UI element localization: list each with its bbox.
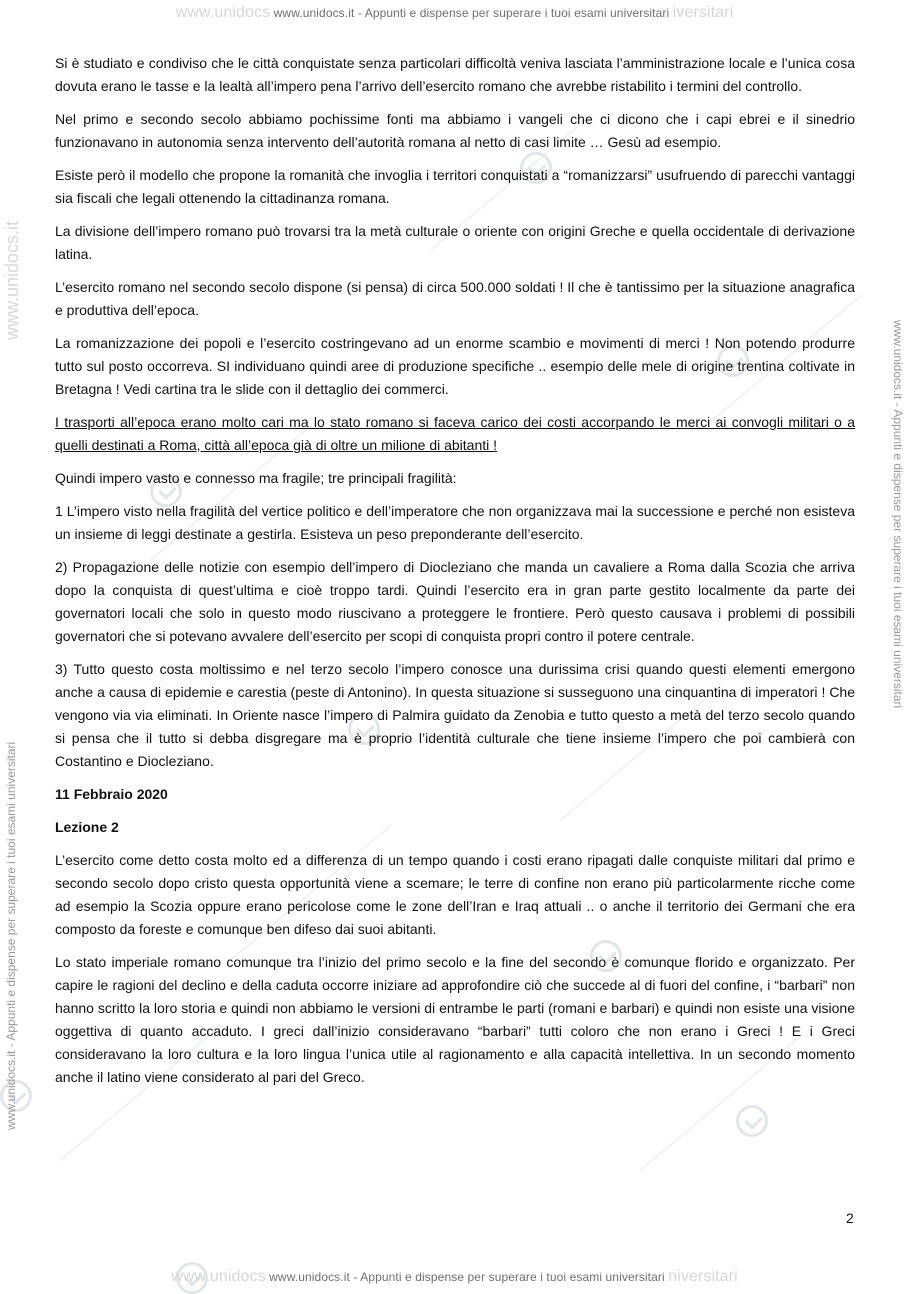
paragraph: Nel primo e secondo secolo abbiamo pochissime fonti ma abbiamo i vangeli che ci dicono che i capi ebrei e il sinedrio funzionavano in autonomia senza intervento dell’autorità romana al netto di casi limite … Gesù ad esempio. xyxy=(55,111,855,150)
footer-watermark xyxy=(0,1268,909,1286)
watermark-logo-icon xyxy=(736,1105,768,1137)
page-number: 2 xyxy=(846,1210,854,1226)
paragraph: 1 L’impero visto nella fragilità del vertice politico e dell’imperatore che non organizzava mai la successione e perché non esisteva un insieme di leggi destinate a gestirla. Esisteva un peso preponderante dell’esercito. xyxy=(55,503,855,542)
header-watermark xyxy=(0,4,909,22)
header-watermark-text: www.unidocs.it - Appunti e dispense per superare i tuoi esami universitari xyxy=(273,6,670,20)
paragraph: Si è studiato e condiviso che le città conquistate senza particolari difficoltà veniva lasciata l’amministrazione locale e l’unica cosa dovuta erano le tasse e la lealtà all’impero pena l’arrivo dell’esercito romano che avrebbe ristabilito i termini del controllo. xyxy=(55,55,855,94)
document-body xyxy=(55,52,855,1099)
paragraph: Lo stato imperiale romano comunque tra l’inizio del primo secolo e la fine del secondo è comunque florido e organizzato. Per capire le ragioni del declino e della caduta occorre iniziare ad approfondire ciò che succede al di fuori del confine, i “barbari” non hanno scritto la loro storia e quindi non abbiamo le versioni di entrambe le parti (romani e barbari) e quindi non esiste una visione oggettiva di quanto accaduto. I greci dall’inizio consideravano “barbari” tutti coloro che non erano i Greci ! E i Greci consideravano la loro cultura e la loro lingua l’unica utile al ragionamento e alla capacità intellettiva. In un secondo momento anche il latino viene considerato al pari del Greco. xyxy=(55,954,855,1085)
lesson-heading: Lezione 2 xyxy=(55,819,119,835)
paragraph: Quindi impero vasto e connesso ma fragile; tre principali fragilità: xyxy=(55,470,457,486)
side-ghost-left: www.unidocs.it xyxy=(2,220,22,340)
side-watermark-left: www.unidocs.it - Appunti e dispense per superare i tuoi esami universitari xyxy=(4,741,18,1130)
underlined-paragraph: I trasporti all’epoca erano molto cari ma lo stato romano si faceva carico dei costi accorpando le merci ai convogli militari o a quelli destinati a Roma, città all’epoca già di oltre un milione di abitanti ! xyxy=(55,414,855,453)
paragraph: L’esercito romano nel secondo secolo dispone (si pensa) di circa 500.000 soldati ! Il che è tantissimo per la situazione anagrafica e produttiva dell’epoca. xyxy=(55,279,855,318)
paragraph: La divisione dell’impero romano può trovarsi tra la metà culturale o oriente con origini Greche e quella occidentale di derivazione latina. xyxy=(55,223,855,262)
footer-ghost-right: niversitari xyxy=(668,1268,738,1285)
header-ghost-right: iversitari xyxy=(672,4,734,21)
paragraph: 2) Propagazione delle notizie con esempio dell’impero di Diocleziano che manda un cavaliere a Roma dalla Scozia che arriva dopo la conquista di quest’ultima e cioè troppo tardi. Quindi l’esercito era in gran parte gestito localmente da parte dei governatori locali che solo in questo modo riuscivano a proteggere le frontiere. Però questo causava i problemi di possibili governatori che si potevano avvalere dell’esercito per scopi di conquista propri contro il potere centrale. xyxy=(55,559,855,644)
footer-watermark-text: www.unidocs.it - Appunti e dispense per superare i tuoi esami universitari xyxy=(269,1270,665,1284)
paragraph: 3) Tutto questo costa moltissimo e nel terzo secolo l’impero conosce una durissima crisi quando questi elementi emergono anche a causa di epidemie e carestia (peste di Antonino). In questa situazione si susseguono una cinquantina di imperatori ! Che vengono via via eliminati. In Oriente nasce l’impero di Palmira guidato da Zenobia e tutto questo a metà del terzo secolo quando si pensa che il tutto si debba disgregare ma è proprio l’identità culturale che tiene insieme l’impero che poi cambierà con Costantino e Diocleziano. xyxy=(55,661,855,769)
paragraph: L’esercito come detto costa molto ed a differenza di un tempo quando i costi erano ripagati dalle conquiste militari dal primo e secondo secolo dopo cristo questa opportunità viene a scemare; le terre di confine non erano più particolarmente ricche come ad esempio la Scozia oppure erano pericolose come le zone dell’Iran e Iraq attuali .. o anche il territorio dei Germani che era composto da foreste e comunque ben difeso dai suoi abitanti. xyxy=(55,852,855,937)
paragraph: La romanizzazione dei popoli e l’esercito costringevano ad un enorme scambio e movimenti di merci ! Non potendo produrre tutto sul posto occorreva. SI individuano quindi aree di produzione specifiche .. esempio delle mele di origine trentina coltivate in Bretagna ! Vedi cartina tra le slide con il dettaglio dei commerci. xyxy=(55,335,855,397)
date-heading: 11 Febbraio 2020 xyxy=(55,786,168,802)
footer-ghost-left: www.unidocs xyxy=(171,1268,266,1285)
paragraph: Esiste però il modello che propone la romanità che invoglia i territori conquistati a “romanizzarsi” usufruendo di parecchi vantaggi sia fiscali che legali ottenendo la cittadinanza romana. xyxy=(55,167,855,206)
header-ghost-left: www.unidocs xyxy=(175,4,271,21)
side-watermark-right: www.unidocs.it - Appunti e dispense per superare i tuoi esami universitari xyxy=(891,320,905,709)
